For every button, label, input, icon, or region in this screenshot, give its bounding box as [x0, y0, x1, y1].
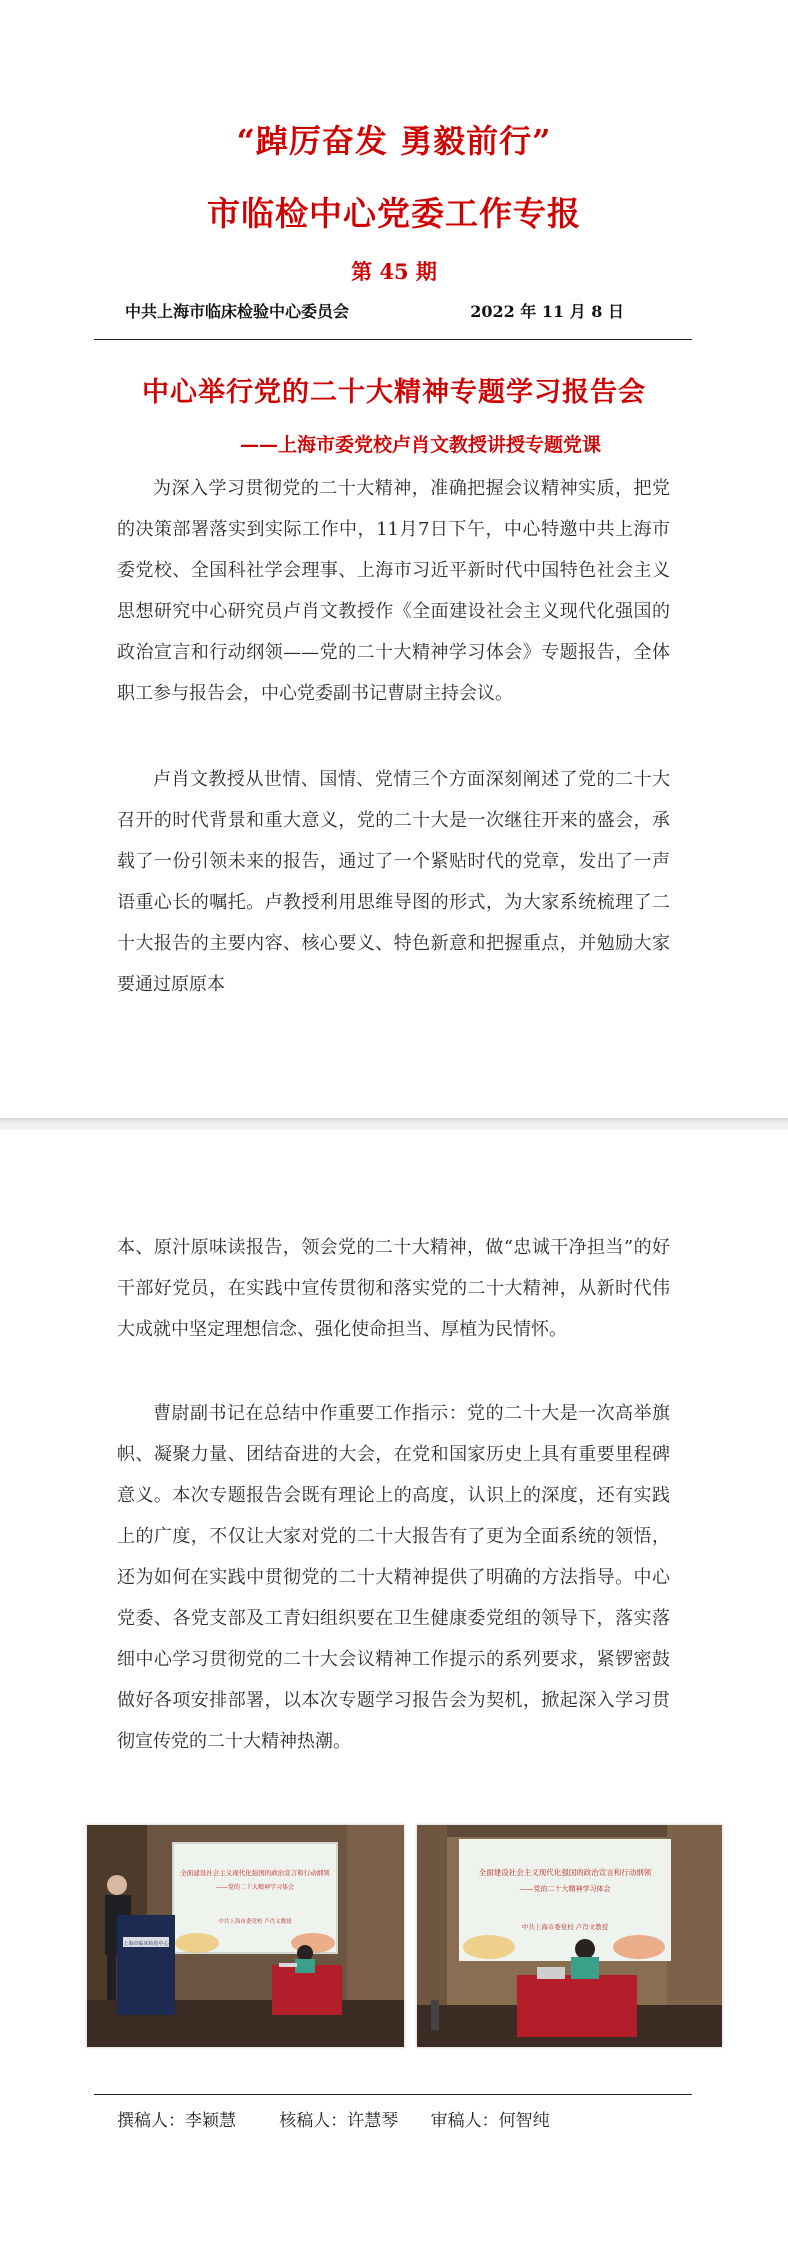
approver-credit: 审稿人：何智纯	[430, 2111, 550, 2131]
article-paragraph-1: 为深入学习贯彻党的二十大精神，准确把握会议精神实质，把党的决策部署落实到实际工作中，11月7日下午，中心特邀中共上海市委党校、全国科社学会理事、上海市习近平新时代中国特色社会主义思想研究中心研究员卢肖文教授作《全面建设社会主义现代化强国的政治宣言和行动纲领——党的二十大精神学习体会》专题报告，全体职工参与报告会，中心党委副书记曹尉主持会议。	[117, 478, 670, 704]
left-screen-footer: 中共上海市委党校 卢肖文教授	[218, 1919, 292, 1925]
photo-lecture-speaker	[87, 1825, 404, 2047]
writer-credit: 撰稿人：李颖慧	[117, 2111, 236, 2131]
masthead-title: 市临检中心党委工作专报	[207, 194, 581, 233]
podium-label: 上海市临床检验中心	[123, 1941, 169, 1947]
right-screen-title: 全面建设社会主义现代化强国的政治宣言和行动纲领	[478, 1868, 652, 1877]
issuing-organization: 中共上海市临床检验中心委员会	[125, 302, 350, 321]
issue-number: 第 45 期	[351, 259, 437, 284]
photo-lecture-presenter	[417, 1825, 722, 2047]
article-paragraph-4: 曹尉副书记在总结中作重要工作指示：党的二十大是一次高举旗帜、凝聚力量、团结奋进的大会，在党和国家历史上具有重要里程碑意义。本次专题报告会既有理论上的高度，认识上的深度，还有实践上的广度，不仅让大家对党的二十大报告有了更为全面系统的领悟，还为如何在实践中贯彻党的二十大精神提供了明确的方法指导。中心党委、各党支部及工青妇组织要在卫生健康委党组的领导下，落实落细中心学习贯彻党的二十大会议精神工作提示的系列要求，紧锣密鼓做好各项安排部署，以本次专题学习报告会为契机，掀起深入学习贯彻宣传党的二十大精神热潮。	[117, 1403, 670, 1752]
page-separator	[0, 1118, 788, 1130]
article-paragraph-3: 本、原汁原味读报告，领会党的二十大精神，做“忠诚干净担当”的好干部好党员，在实践中宣传贯彻和落实党的二十大精神，从新时代伟大成就中坚定理想信念、强化使命担当、厚植为民情怀。	[117, 1237, 670, 1340]
right-screen-footer: 中共上海市委党校 卢肖文教授	[521, 1923, 609, 1931]
right-screen-subtitle: ——党的二十大精神学习体会	[519, 1885, 611, 1893]
article-headline: 中心举行党的二十大精神专题学习报告会	[142, 377, 646, 408]
masthead-slogan: “踔厉奋发 勇毅前行”	[236, 122, 552, 160]
article-paragraph-2: 卢肖文教授从世情、国情、党情三个方面深刻阐述了党的二十大召开的时代背景和重大意义，党的二十大是一次继往开来的盛会，承载了一份引领未来的报告，通过了一个紧贴时代的党章，发出了一声语重心长的嘱托。卢教授利用思维导图的形式，为大家系统梳理了二十大报告的主要内容、核心要义、特色新意和把握重点，并勉励大家要通过原原本	[117, 769, 670, 995]
credits-line	[117, 2106, 550, 2131]
left-screen-subtitle: ——党的二十大精神学习体会	[215, 1884, 295, 1891]
masthead-divider	[94, 339, 692, 340]
left-screen-title: 全面建设社会主义现代化强国的政治宣言和行动纲领	[180, 1869, 330, 1877]
article-subhead: ——上海市委党校卢肖文教授讲授专题党课	[240, 434, 602, 456]
footer-divider	[94, 2094, 692, 2095]
reviewer-credit: 核稿人：许慧琴	[279, 2111, 399, 2131]
issue-date: 2022 年 11 月 8 日	[470, 302, 624, 321]
